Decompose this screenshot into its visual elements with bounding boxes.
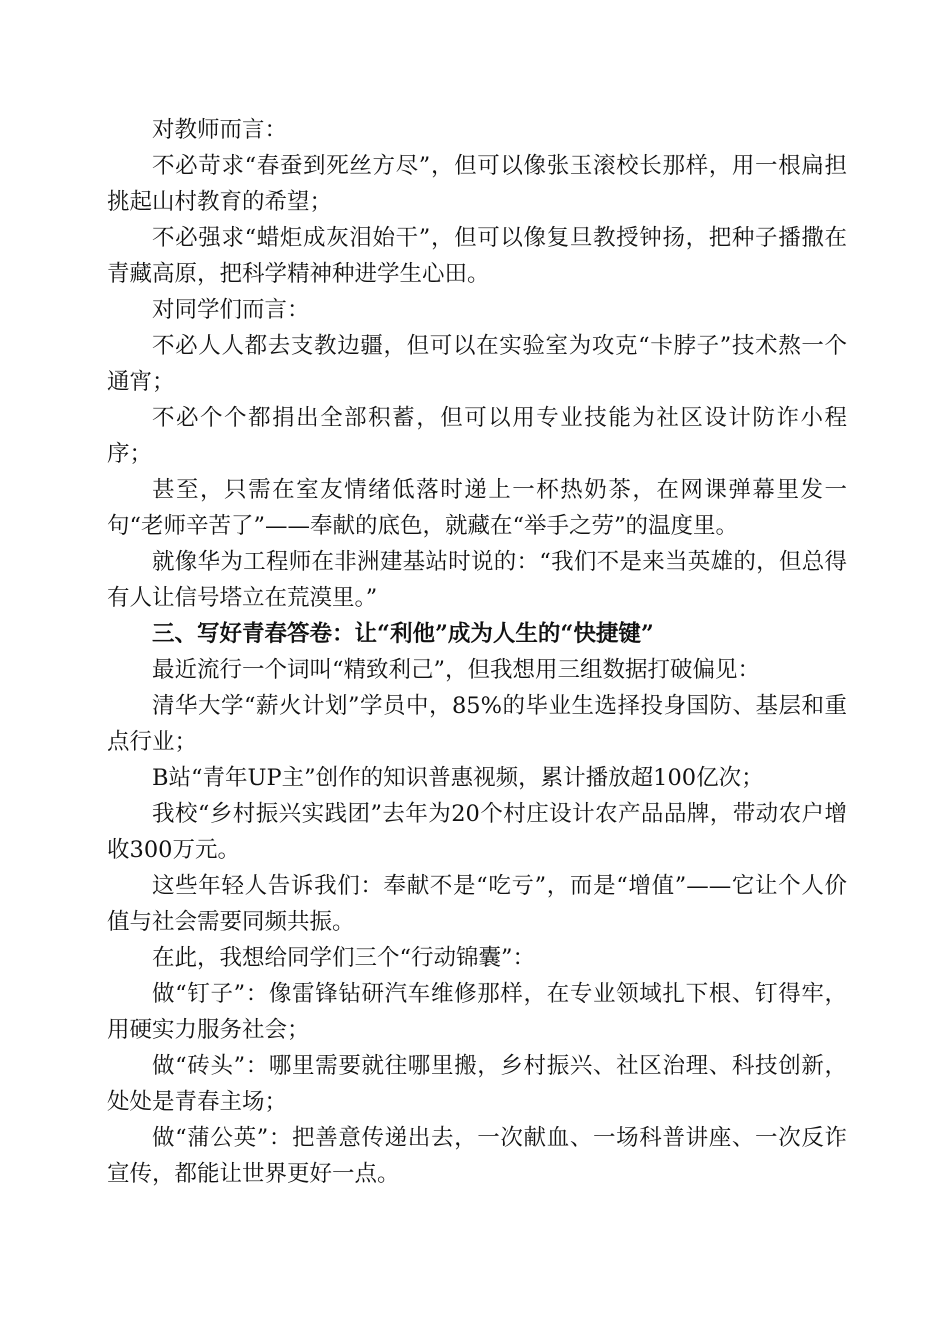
paragraph: 最近流行一个词叫“精致利己”，但我想用三组数据打破偏见：	[152, 657, 761, 683]
paragraph: 这些年轻人告诉我们：奉献不是“吃亏”，而是“增值”——它让个人价值与社会需要同频共振。	[107, 873, 847, 935]
paragraph: 不必人人都去支教边疆，但可以在实验室为攻克“卡脖子”技术熬一个通宵；	[107, 333, 847, 395]
paragraph: 就像华为工程师在非洲建基站时说的：“我们不是来当英雄的，但总得有人让信号塔立在荒漠里。”	[107, 549, 847, 611]
paragraph: 做“蒲公英”：把善意传递出去，一次献血、一场科普讲座、一次反诈宣传，都能让世界更好一点。	[107, 1125, 847, 1187]
section-heading: 三、写好青春答卷：让“利他”成为人生的“快捷键”	[152, 621, 654, 647]
paragraph: 清华大学“薪火计划”学员中，85%的毕业生选择投身国防、基层和重点行业；	[107, 693, 847, 755]
paragraph: 我校“乡村振兴实践团”去年为20个村庄设计农产品品牌，带动农户增收300万元。	[107, 801, 847, 863]
document-page	[107, 112, 847, 1192]
paragraph: 甚至，只需在室友情绪低落时递上一杯热奶茶，在网课弹幕里发一句“老师辛苦了”——奉献的底色，就藏在“举手之劳”的温度里。	[107, 477, 847, 539]
paragraph: 做“钉子”：像雷锋钻研汽车维修那样，在专业领域扎下根、钉得牢，用硬实力服务社会；	[107, 981, 847, 1043]
paragraph: 不必强求“蜡炬成灰泪始干”，但可以像复旦教授钟扬，把种子播撒在青藏高原，把科学精神种进学生心田。	[107, 225, 847, 287]
paragraph: 对同学们而言：	[152, 297, 310, 323]
paragraph: 在此，我想给同学们三个“行动锦囊”：	[152, 945, 536, 971]
paragraph: 对教师而言：	[152, 117, 288, 143]
paragraph: 不必苛求“春蚕到死丝方尽”，但可以像张玉滚校长那样，用一根扁担挑起山村教育的希望；	[107, 153, 847, 215]
paragraph: B站“青年UP主”创作的知识普惠视频，累计播放超100亿次；	[152, 765, 764, 791]
paragraph: 做“砖头”：哪里需要就往哪里搬，乡村振兴、社区治理、科技创新，处处是青春主场；	[107, 1053, 847, 1115]
paragraph: 不必个个都捐出全部积蓄，但可以用专业技能为社区设计防诈小程序；	[107, 405, 847, 467]
